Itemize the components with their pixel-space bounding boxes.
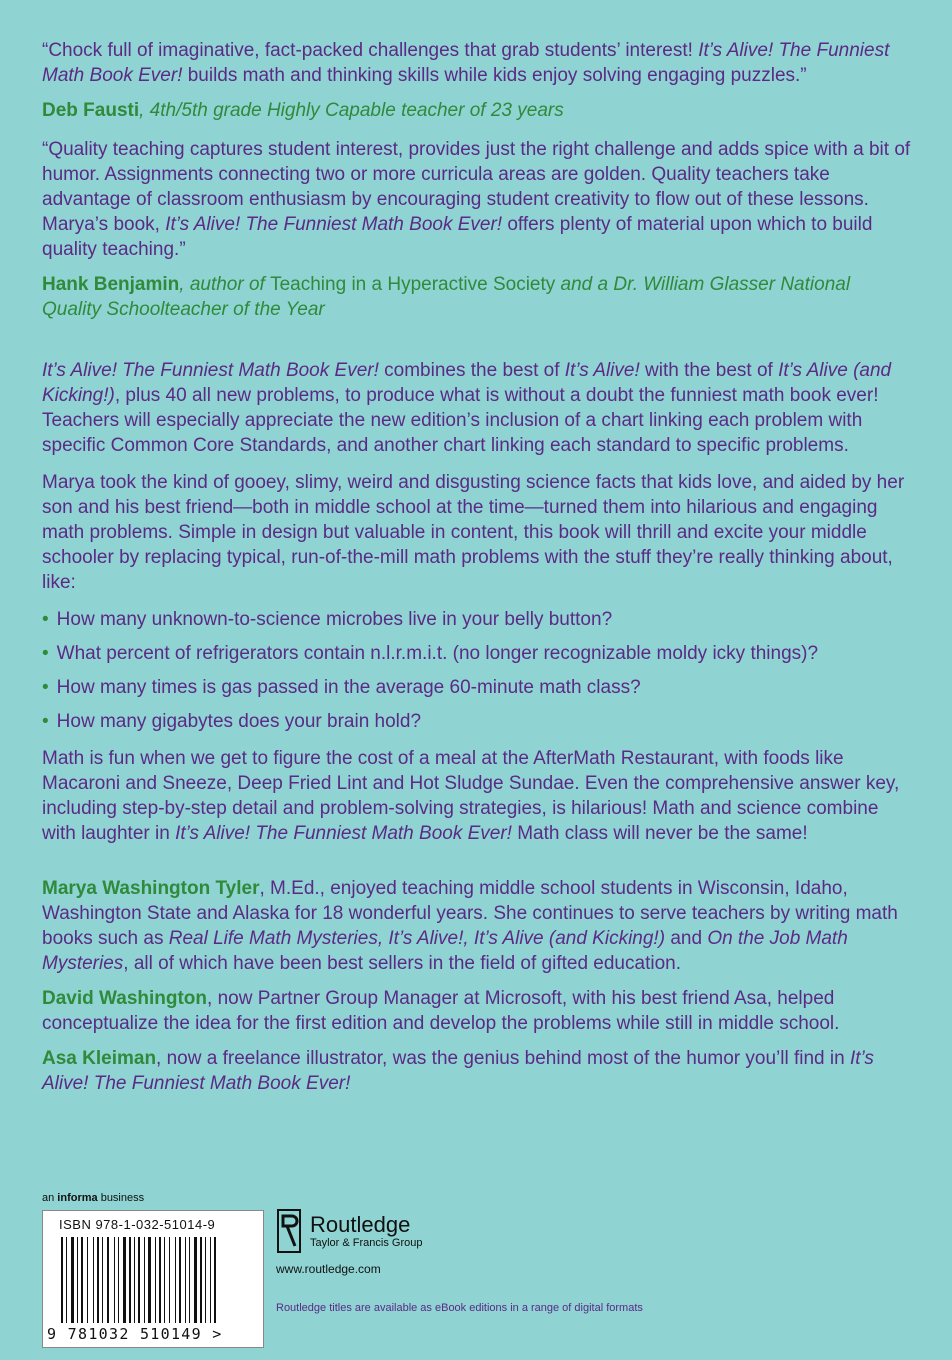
author-bios <box>42 876 912 1096</box>
barcode-bar <box>164 1237 165 1323</box>
quote-attribution-hank-benjamin: Hank Benjamin, author of Teaching in a Hyperactive Society and a Dr. William Glasser National Quality Schoolteacher of the Year <box>42 274 851 320</box>
quote-hank-benjamin: “Quality teaching captures student interest, provides just the right challenge and adds spice with a bit of humor. Assignments connecting two or more curricula areas are golden. Quality teachers take advantage of classroom enthusiasm by encouraging student creativity to flow out of these lessons. Marya’s book, It’s Alive! The Funniest Math Book Ever! offers plenty of material upon which to build quality teaching.” <box>42 139 911 260</box>
publisher-group: Taylor & Francis Group <box>310 1237 423 1249</box>
informa-tagline: an informa business <box>42 1192 145 1204</box>
barcode-bar <box>189 1237 190 1323</box>
barcode-bar <box>61 1237 63 1323</box>
bullet-icon: • <box>42 609 49 630</box>
barcode-bar <box>138 1237 140 1323</box>
barcode-bar <box>179 1237 181 1323</box>
barcode-bar <box>71 1237 74 1323</box>
barcode-bar <box>194 1237 197 1323</box>
isbn-barcode <box>42 1210 264 1348</box>
bullet-icon: • <box>42 643 49 664</box>
barcode-digits: 9 781032 510149 > <box>47 1325 223 1343</box>
barcode-bar <box>205 1237 206 1323</box>
publisher-url: www.routledge.com <box>276 1262 381 1276</box>
barcode-bar <box>155 1237 156 1323</box>
barcode-bar <box>87 1237 88 1323</box>
barcode-bar <box>169 1237 170 1323</box>
barcode-bars <box>61 1237 247 1323</box>
list-item: • How many times is gas passed in the average 60-minute math class? <box>42 677 641 698</box>
barcode-bar <box>66 1237 67 1323</box>
barcode-bar <box>134 1237 135 1323</box>
ebook-note: Routledge titles are available as eBook editions in a range of digital formats <box>276 1302 643 1314</box>
publisher-name: Routledge <box>310 1212 411 1237</box>
book-description <box>42 358 912 846</box>
barcode-bar <box>214 1237 216 1323</box>
barcode-bar <box>210 1237 211 1323</box>
list-item: • What percent of refrigerators contain n.l.r.m.i.t. (no longer recognizable moldy icky things)? <box>42 643 819 664</box>
barcode-bar <box>102 1237 103 1323</box>
routledge-logo-icon <box>276 1208 302 1254</box>
barcode-bar <box>200 1237 202 1323</box>
bullet-icon: • <box>42 711 49 732</box>
author-bio-david: David Washington, now Partner Group Manager at Microsoft, with his best friend Asa, helped conceptualize the idea for the first edition and develop the problems while still in middle school. <box>42 988 840 1034</box>
publisher-logo <box>276 1208 422 1254</box>
barcode-bar <box>175 1237 176 1323</box>
barcode-bar <box>148 1237 151 1323</box>
quote-deb-fausti: “Chock full of imaginative, fact-packed challenges that grab students’ interest! It’s Alive! The Funniest Math Book Ever! builds math and thinking skills while kids enjoy solving engaging puzzles.” <box>42 40 890 86</box>
barcode-bar <box>159 1237 161 1323</box>
back-cover-content <box>42 38 912 1106</box>
description-paragraph-2: Marya took the kind of gooey, slimy, weird and disgusting science facts that kids love, and aided by her son and his best friend—both in middle school at the time—turned them into hilarious and engaging math problems. Simple in design but valuable in content, this book will thrill and excite your middle schooler by replacing typical, run-of-the-mill math problems with the stuff they’re really thinking about, like: <box>42 472 905 593</box>
author-bio-asa: Asa Kleiman, now a freelance illustrator, was the genius behind most of the humor you’ll find in It’s Alive! The Funniest Math Book Ever! <box>42 1048 874 1094</box>
list-item: • How many gigabytes does your brain hold? <box>42 711 422 732</box>
list-item: • How many unknown-to-science microbes live in your belly button? <box>42 609 613 630</box>
barcode-bar <box>93 1237 94 1323</box>
barcode-bar <box>144 1237 145 1323</box>
barcode-bar <box>185 1237 186 1323</box>
author-bio-marya: Marya Washington Tyler, M.Ed., enjoyed teaching middle school students in Wisconsin, Idaho, Washington State and Alaska for 18 wonderful years. She continues to serve teachers by writing math books such as Real Life Math Mysteries, It’s Alive!, It’s Alive (and Kicking!) and On the Job Math Mysteries, all of which have been best sellers in the field of gifted education. <box>42 878 898 974</box>
barcode-bar <box>114 1237 115 1323</box>
bullet-icon: • <box>42 677 49 698</box>
barcode-bar <box>123 1237 126 1323</box>
barcode-bar <box>77 1237 78 1323</box>
barcode-bar <box>81 1237 83 1323</box>
barcode-bar <box>107 1237 109 1323</box>
barcode-bar <box>97 1237 99 1323</box>
problem-examples-list <box>42 607 912 734</box>
quote-attribution-deb-fausti: Deb Fausti, 4th/5th grade Highly Capable teacher of 23 years <box>42 100 564 121</box>
barcode-bar <box>129 1237 131 1323</box>
description-paragraph-3: Math is fun when we get to figure the cost of a meal at the AfterMath Restaurant, with foods like Macaroni and Sneeze, Deep Fried Lint and Hot Sludge Sundae. Even the comprehensive answer key, including step-by-step detail and problem-solving strategies, is hilarious! Math and science combine with laughter in It’s Alive! The Funniest Math Book Ever! Math class will never be the same! <box>42 748 900 844</box>
isbn-number: ISBN 978-1-032-51014-9 <box>59 1217 216 1232</box>
barcode-bar <box>118 1237 119 1323</box>
description-paragraph-1: It’s Alive! The Funniest Math Book Ever! combines the best of It’s Alive! with the best of It’s Alive (and Kicking!), plus 40 all new problems, to produce what is without a doubt the funniest math book ever! Teachers will especially appreciate the new edition’s inclusion of a chart linking each problem with specific Common Core Standards, and another chart linking each standard to specific problems. <box>42 360 892 456</box>
